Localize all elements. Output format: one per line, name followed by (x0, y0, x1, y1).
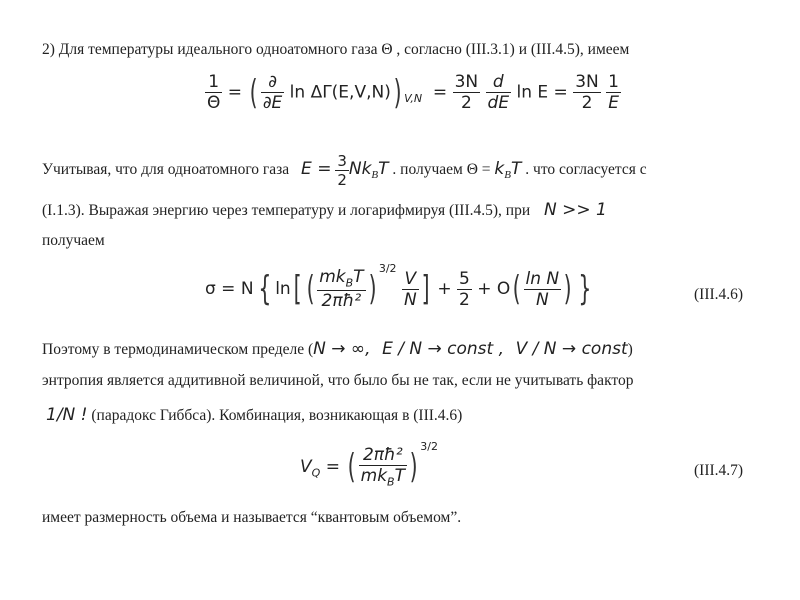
frac-1-over-theta: $\frac{1}{\Theta}$ (207, 72, 221, 113)
frac-1-over-E: $\frac{1}{E}$ (608, 72, 619, 113)
frac-5-over-2: $\frac{5}{2}$ (458, 268, 470, 310)
equation-quantum-volume: $V_Q$ = ( $\frac{\text{2πħ²}}{mk_BT}$ )$^{3/2}$ (300, 440, 438, 489)
equation-number-3-4-7: (III.4.7) (694, 462, 744, 479)
paragraph-line-2: Учитывая, что для одноатомного газа E = $\frac{3}{2}$ $Nk_BT$ . получаем $\Theta = k_BT$ . что согласуется с (42, 152, 647, 189)
frac-3N-over-2: $\frac{3N}{2}$ (454, 72, 479, 113)
paragraph-line-5: Поэтому в термодинамическом пределе (N → ∞, E / N → const , V / N → const) (42, 339, 633, 359)
frac-lnN-over-N: $\frac{\text{ln N}}{N}$ (525, 268, 560, 310)
frac-3-over-2: $\frac{3}{2}$ (337, 152, 347, 189)
equation-number-3-4-6: (III.4.6) (694, 286, 744, 303)
paragraph-line-6: энтропия является аддитивной величиной, что было бы не так, если не учитывать фактор (42, 372, 634, 389)
frac-3N-over-2-b: $\frac{3N}{2}$ (575, 72, 599, 113)
frac-V-over-N: $\frac{V}{N}$ (403, 268, 417, 310)
frac-2pih2-over-mkT: $\frac{\text{2πħ²}}{mk_BT}$ (360, 445, 405, 489)
frac-mkT-over-2pih2: $\frac{mk_BT}{\text{2πħ²}}$ (319, 267, 364, 311)
paragraph-line-3: (I.1.3). Выражая энергию через температуру и логарифмируя (III.4.5), при N >> 1 (42, 200, 607, 220)
equation-temperature: $\frac{1}{\Theta}$ = ( $\frac{\partial}{\partial E}$ ln ΔΓ(E,V,N)) $_{V,N}$ = $\frac{3N}{2}$ $\frac{d}{dE}$ ln E = $\frac{3N}{2}$ $\frac{1}{E}$ (207, 72, 619, 113)
paragraph-line-4: получаем (42, 232, 105, 249)
equation-entropy: σ = N { ln[ ( $\frac{mk_BT}{\text{2πħ²}}$ )$^{3/2}$ $\frac{V}{N}$ ] + $\frac{5}{2}$ + O( $\frac{\text{ln N}}{N}$ ) } (205, 262, 592, 311)
paragraph-line-8: имеет размерность объема и называется “квантовым объемом”. (42, 509, 462, 526)
paragraph-line-7: 1/N ! (парадокс Гиббса). Комбинация, возникающая в (III.4.6) (46, 405, 463, 425)
paragraph-line-1: 2) Для температуры идеального одноатомного газа Θ , согласно (III.3.1) и (III.4.5), имеем (42, 41, 630, 58)
frac-partial: $\frac{\partial}{\partial E}$ (262, 72, 283, 113)
frac-d-dE: $\frac{d}{dE}$ (487, 72, 510, 113)
ln-delta-gamma: ln ΔΓ(E,V,N) (289, 82, 391, 103)
